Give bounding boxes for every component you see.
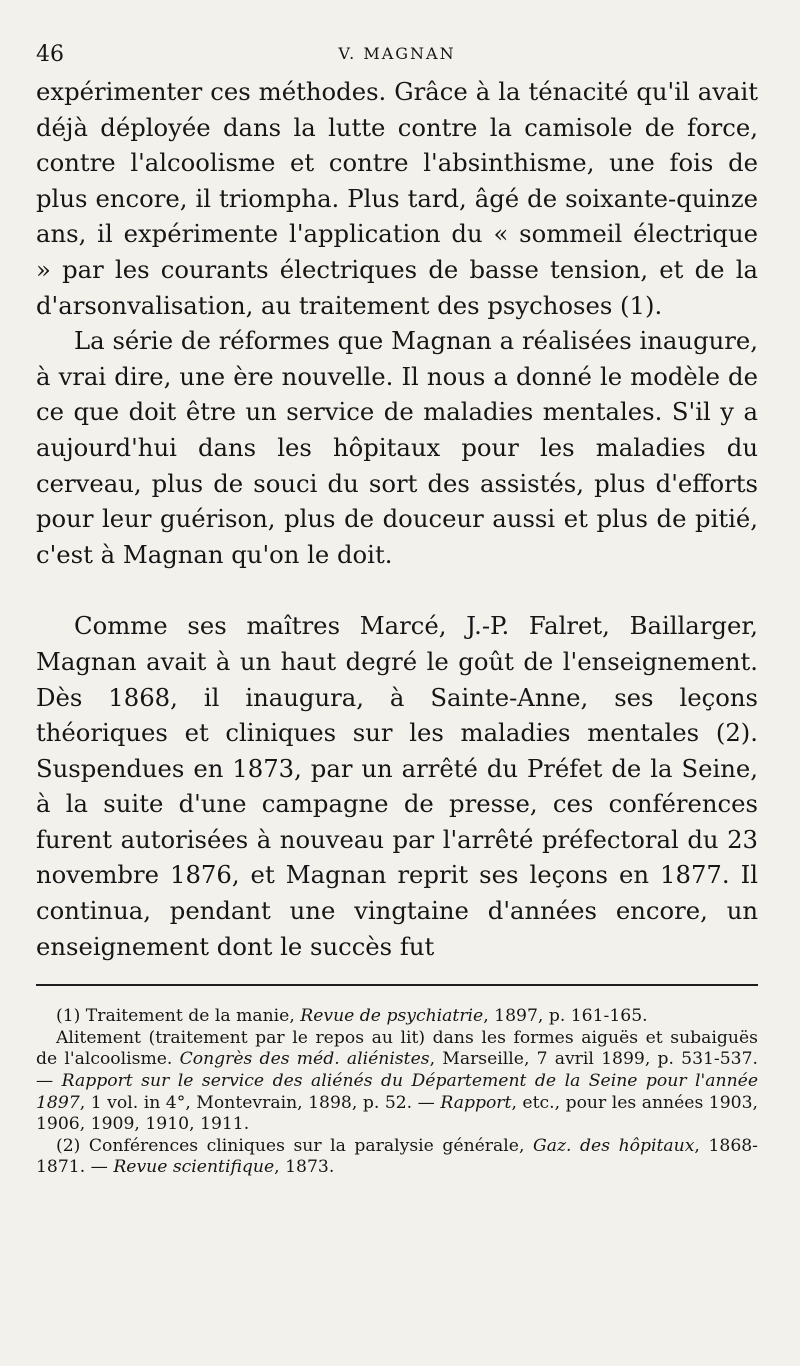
footnotes bbox=[36, 1006, 758, 1179]
paragraph-continued: expérimenter ces méthodes. Grâce à la ténacité qu'il avait déjà déployée dans la lutte contre la camisole de force, contre l'alcoolisme et contre l'absinthisme, une fois de plus encore, il triompha. Plus tard, âgé de soixante-quinze ans, il expérimente l'application du « sommeil électrique » par les courants électriques de basse tension, et de la d'arsonvalisation, au traitement des psychoses (1). bbox=[36, 77, 758, 320]
page-number: 46 bbox=[36, 42, 64, 67]
footnote-rule bbox=[36, 984, 758, 986]
footnote-1: (1) Traitement de la manie, Revue de psychiatrie, 1897, p. 161-165. bbox=[56, 1006, 648, 1027]
paragraph-teaching: Comme ses maîtres Marcé, J.-P. Falret, Baillarger, Magnan avait à un haut degré le goût de l'enseignement. Dès 1868, il inaugura, à Sainte-Anne, ses leçons théoriques et cliniques sur les maladies mentales (2). Suspendues en 1873, par un arrêté du Préfet de la Seine, à la suite d'une campagne de presse, ces conférences furent autorisées à nouveau par l'arrêté préfectoral du 23 novembre 1876, et Magnan reprit ses leçons en 1877. Il continua, pendant une vingtaine d'années encore, un enseignement dont le succès fut bbox=[36, 611, 758, 961]
footnote-2: (2) Conférences cliniques sur la paralysie générale, Gaz. des hôpitaux, 1868-1871. — Revue scientifique, 1873. bbox=[36, 1135, 758, 1178]
paragraph-reforms: La série de réformes que Magnan a réalisées inaugure, à vrai dire, une ère nouvelle. Il nous a donné le modèle de ce que doit être un service de maladies mentales. S'il y a aujourd'hui dans les hôpitaux pour les maladies du cerveau, plus de souci du sort des assistés, plus d'efforts pour leur guérison, plus de douceur aussi et plus de pitié, c'est à Magnan qu'on le doit. bbox=[36, 326, 758, 569]
body-text bbox=[36, 74, 758, 964]
footnote-1-continued: Alitement (traitement par le repos au lit) dans les formes aiguës et subaiguës de l'alcoolisme. Congrès des méd. aliénistes, Marseille, 7 avril 1899, p. 531-537. — Rapport sur le service des aliénés du Département de la Seine pour l'année 1897, 1 vol. in 4°, Montevrain, 1898, p. 52. — Rapport, etc., pour les années 1903, 1906, 1909, 1910, 1911. bbox=[36, 1027, 759, 1135]
running-head bbox=[36, 34, 758, 74]
running-title: V. MAGNAN bbox=[338, 44, 456, 63]
